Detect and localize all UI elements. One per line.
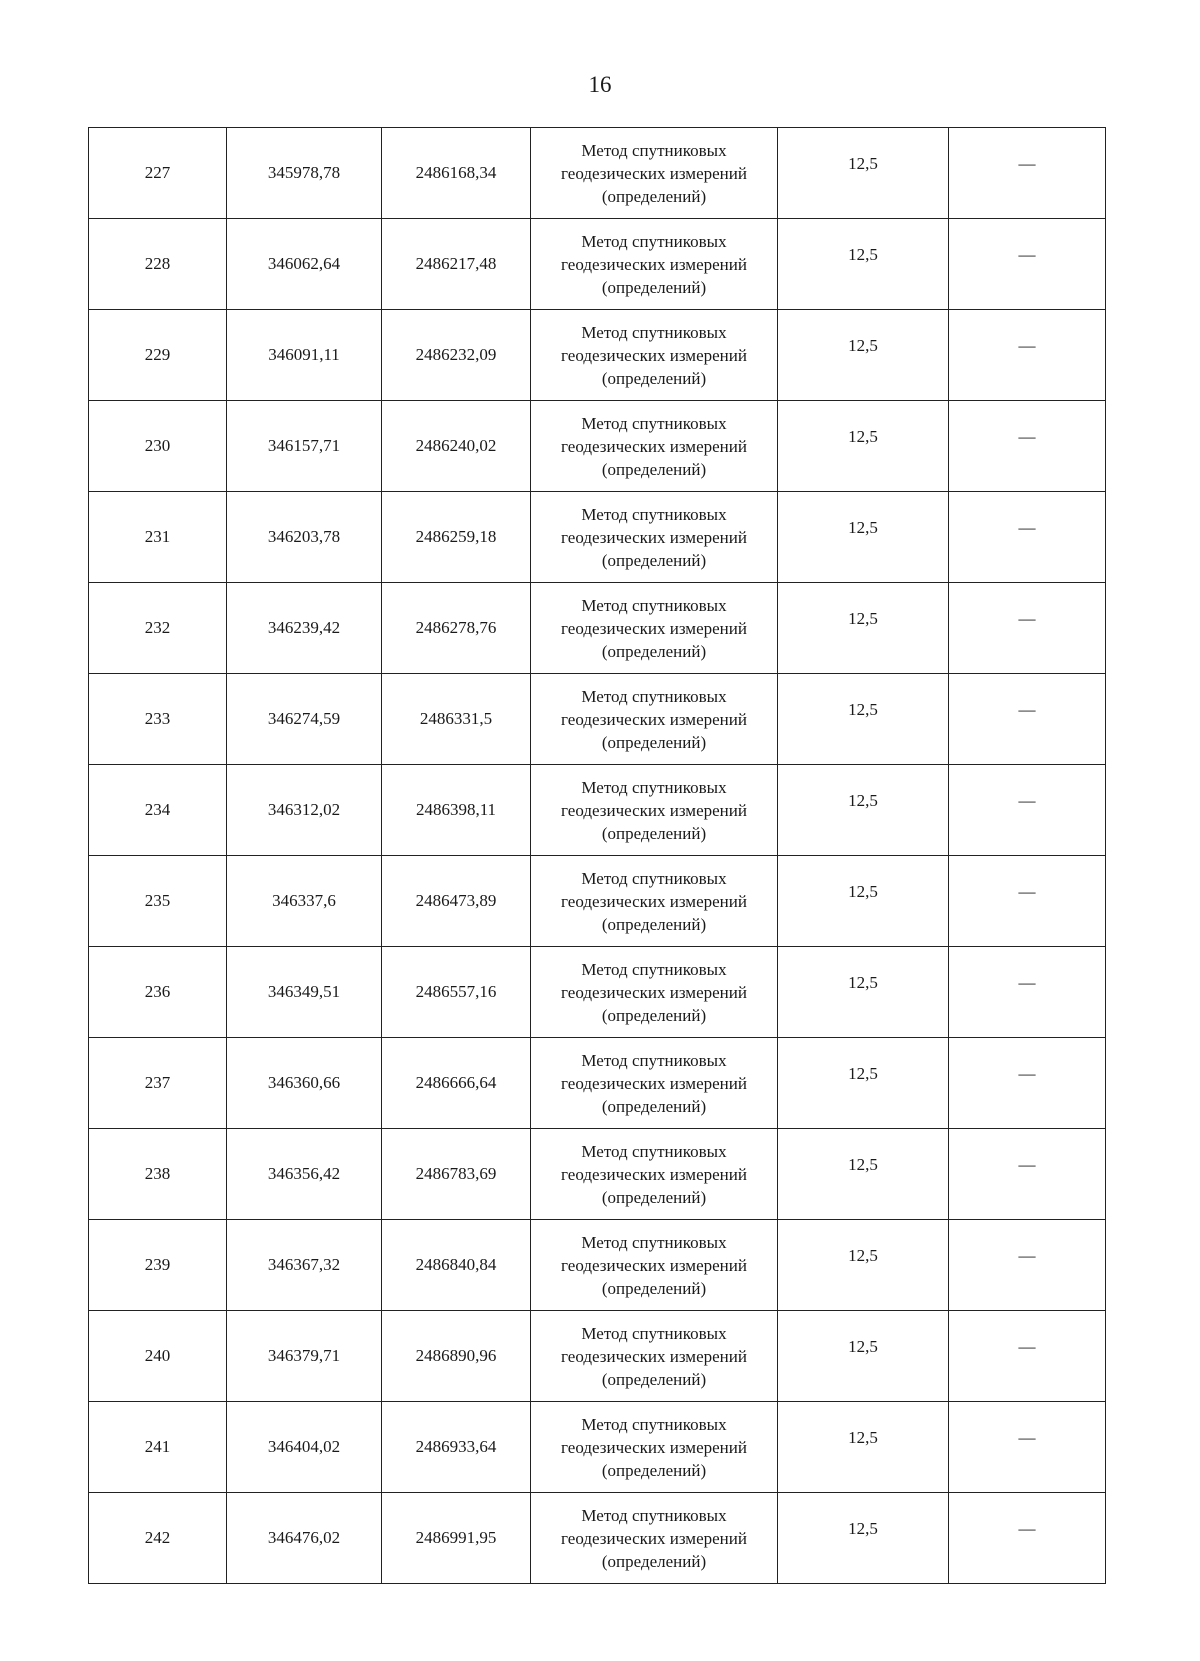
description-value: — xyxy=(1018,245,1036,264)
point-number-cell: 232 xyxy=(89,583,227,674)
method-line: геодезических измерений xyxy=(561,1073,747,1093)
accuracy-cell xyxy=(778,856,949,947)
point-number-cell: 242 xyxy=(89,1493,227,1584)
point-number-cell: 236 xyxy=(89,947,227,1038)
description-cell xyxy=(949,219,1106,310)
x-coordinate-cell: 346274,59 xyxy=(227,674,382,765)
method-line: Метод спутниковых xyxy=(581,1505,727,1525)
method-line: (определений) xyxy=(601,1278,707,1298)
method-cell xyxy=(531,674,778,765)
description-value: — xyxy=(1018,882,1036,901)
point-number-cell: 230 xyxy=(89,401,227,492)
method-cell xyxy=(531,128,778,219)
accuracy-value: 12,5 xyxy=(848,1519,878,1538)
y-coordinate-cell: 2486240,02 xyxy=(382,401,531,492)
method-line: (определений) xyxy=(601,823,707,843)
description-value: — xyxy=(1018,700,1036,719)
accuracy-cell xyxy=(778,1493,949,1584)
description-value: — xyxy=(1018,609,1036,628)
method-line: Метод спутниковых xyxy=(581,1050,727,1070)
accuracy-value: 12,5 xyxy=(848,336,878,355)
accuracy-value: 12,5 xyxy=(848,154,878,173)
method-cell xyxy=(531,583,778,674)
description-cell xyxy=(949,492,1106,583)
description-cell xyxy=(949,583,1106,674)
point-number-cell: 227 xyxy=(89,128,227,219)
method-cell xyxy=(531,1129,778,1220)
y-coordinate-cell: 2486259,18 xyxy=(382,492,531,583)
description-cell xyxy=(949,1220,1106,1311)
accuracy-value: 12,5 xyxy=(848,1337,878,1356)
x-coordinate-cell: 346360,66 xyxy=(227,1038,382,1129)
y-coordinate-cell: 2486168,34 xyxy=(382,128,531,219)
accuracy-cell xyxy=(778,1311,949,1402)
x-coordinate-cell: 346312,02 xyxy=(227,765,382,856)
accuracy-value: 12,5 xyxy=(848,1155,878,1174)
method-cell xyxy=(531,1038,778,1129)
x-coordinate-cell: 346157,71 xyxy=(227,401,382,492)
accuracy-value: 12,5 xyxy=(848,1428,878,1447)
description-value: — xyxy=(1018,1337,1036,1356)
method-line: (определений) xyxy=(601,1187,707,1207)
method-line: (определений) xyxy=(601,1005,707,1025)
method-line: Метод спутниковых xyxy=(581,868,727,888)
method-cell xyxy=(531,1493,778,1584)
method-line: (определений) xyxy=(601,1551,707,1571)
method-line: Метод спутниковых xyxy=(581,1323,727,1343)
accuracy-value: 12,5 xyxy=(848,245,878,264)
method-line: геодезических измерений xyxy=(561,436,747,456)
description-cell xyxy=(949,674,1106,765)
x-coordinate-cell: 346367,32 xyxy=(227,1220,382,1311)
description-cell xyxy=(949,310,1106,401)
table-row xyxy=(89,310,1106,401)
x-coordinate-cell: 346404,02 xyxy=(227,1402,382,1493)
point-number-cell: 237 xyxy=(89,1038,227,1129)
method-line: геодезических измерений xyxy=(561,1164,747,1184)
table-row xyxy=(89,947,1106,1038)
method-line: (определений) xyxy=(601,368,707,388)
method-line: геодезических измерений xyxy=(561,345,747,365)
description-cell xyxy=(949,1402,1106,1493)
description-cell xyxy=(949,765,1106,856)
method-line: Метод спутниковых xyxy=(581,413,727,433)
description-cell xyxy=(949,856,1106,947)
table-row xyxy=(89,583,1106,674)
method-cell xyxy=(531,765,778,856)
accuracy-cell xyxy=(778,1129,949,1220)
description-value: — xyxy=(1018,336,1036,355)
table-row xyxy=(89,219,1106,310)
accuracy-value: 12,5 xyxy=(848,518,878,537)
description-cell xyxy=(949,401,1106,492)
point-number-cell: 231 xyxy=(89,492,227,583)
point-number-cell: 235 xyxy=(89,856,227,947)
description-cell xyxy=(949,128,1106,219)
description-value: — xyxy=(1018,791,1036,810)
method-line: Метод спутниковых xyxy=(581,322,727,342)
table-row xyxy=(89,1129,1106,1220)
method-cell xyxy=(531,1220,778,1311)
method-line: геодезических измерений xyxy=(561,800,747,820)
accuracy-value: 12,5 xyxy=(848,1246,878,1265)
page-number: 16 xyxy=(588,72,612,97)
description-value: — xyxy=(1018,1155,1036,1174)
method-line: (определений) xyxy=(601,1460,707,1480)
accuracy-value: 12,5 xyxy=(848,427,878,446)
point-number-cell: 241 xyxy=(89,1402,227,1493)
method-line: (определений) xyxy=(601,914,707,934)
method-line: геодезических измерений xyxy=(561,1528,747,1548)
method-line: геодезических измерений xyxy=(561,709,747,729)
table-row xyxy=(89,1402,1106,1493)
method-cell xyxy=(531,401,778,492)
method-cell xyxy=(531,1311,778,1402)
method-line: Метод спутниковых xyxy=(581,595,727,615)
accuracy-cell xyxy=(778,1220,949,1311)
method-cell xyxy=(531,1402,778,1493)
method-line: геодезических измерений xyxy=(561,982,747,1002)
method-line: геодезических измерений xyxy=(561,527,747,547)
point-number-cell: 238 xyxy=(89,1129,227,1220)
point-number-cell: 234 xyxy=(89,765,227,856)
method-line: (определений) xyxy=(601,550,707,570)
point-number-cell: 228 xyxy=(89,219,227,310)
description-cell xyxy=(949,1311,1106,1402)
method-line: Метод спутниковых xyxy=(581,231,727,251)
x-coordinate-cell: 346356,42 xyxy=(227,1129,382,1220)
x-coordinate-cell: 346091,11 xyxy=(227,310,382,401)
coordinates-table xyxy=(88,127,1106,1584)
y-coordinate-cell: 2486991,95 xyxy=(382,1493,531,1584)
accuracy-value: 12,5 xyxy=(848,1064,878,1083)
table-row xyxy=(89,1220,1106,1311)
table-row xyxy=(89,674,1106,765)
accuracy-cell xyxy=(778,492,949,583)
coordinates-table-body xyxy=(89,128,1106,1584)
accuracy-value: 12,5 xyxy=(848,609,878,628)
description-cell xyxy=(949,1038,1106,1129)
table-row xyxy=(89,1493,1106,1584)
accuracy-value: 12,5 xyxy=(848,791,878,810)
method-line: геодезических измерений xyxy=(561,1255,747,1275)
accuracy-cell xyxy=(778,674,949,765)
y-coordinate-cell: 2486557,16 xyxy=(382,947,531,1038)
method-line: геодезических измерений xyxy=(561,891,747,911)
method-line: (определений) xyxy=(601,1369,707,1389)
table-row xyxy=(89,128,1106,219)
description-cell xyxy=(949,1493,1106,1584)
method-line: Метод спутниковых xyxy=(581,686,727,706)
y-coordinate-cell: 2486278,76 xyxy=(382,583,531,674)
method-line: (определений) xyxy=(601,641,707,661)
x-coordinate-cell: 346062,64 xyxy=(227,219,382,310)
description-value: — xyxy=(1018,1428,1036,1447)
method-cell xyxy=(531,947,778,1038)
x-coordinate-cell: 346337,6 xyxy=(227,856,382,947)
method-cell xyxy=(531,310,778,401)
accuracy-cell xyxy=(778,128,949,219)
accuracy-cell xyxy=(778,219,949,310)
method-line: геодезических измерений xyxy=(561,254,747,274)
y-coordinate-cell: 2486473,89 xyxy=(382,856,531,947)
method-line: Метод спутниковых xyxy=(581,1232,727,1252)
method-line: Метод спутниковых xyxy=(581,504,727,524)
table-row xyxy=(89,856,1106,947)
point-number-cell: 240 xyxy=(89,1311,227,1402)
x-coordinate-cell: 346476,02 xyxy=(227,1493,382,1584)
description-value: — xyxy=(1018,518,1036,537)
method-cell xyxy=(531,492,778,583)
y-coordinate-cell: 2486232,09 xyxy=(382,310,531,401)
y-coordinate-cell: 2486666,64 xyxy=(382,1038,531,1129)
table-row xyxy=(89,765,1106,856)
method-line: (определений) xyxy=(601,186,707,206)
method-line: (определений) xyxy=(601,732,707,752)
x-coordinate-cell: 346239,42 xyxy=(227,583,382,674)
method-line: (определений) xyxy=(601,1096,707,1116)
method-cell xyxy=(531,219,778,310)
description-value: — xyxy=(1018,1064,1036,1083)
accuracy-value: 12,5 xyxy=(848,882,878,901)
y-coordinate-cell: 2486890,96 xyxy=(382,1311,531,1402)
point-number-cell: 239 xyxy=(89,1220,227,1311)
method-line: геодезических измерений xyxy=(561,163,747,183)
method-line: (определений) xyxy=(601,459,707,479)
y-coordinate-cell: 2486840,84 xyxy=(382,1220,531,1311)
accuracy-cell xyxy=(778,1402,949,1493)
y-coordinate-cell: 2486331,5 xyxy=(382,674,531,765)
accuracy-value: 12,5 xyxy=(848,973,878,992)
method-line: Метод спутниковых xyxy=(581,777,727,797)
description-cell xyxy=(949,947,1106,1038)
x-coordinate-cell: 345978,78 xyxy=(227,128,382,219)
method-line: Метод спутниковых xyxy=(581,1414,727,1434)
y-coordinate-cell: 2486217,48 xyxy=(382,219,531,310)
y-coordinate-cell: 2486783,69 xyxy=(382,1129,531,1220)
description-value: — xyxy=(1018,427,1036,446)
description-value: — xyxy=(1018,973,1036,992)
table-row xyxy=(89,1038,1106,1129)
method-cell xyxy=(531,856,778,947)
x-coordinate-cell: 346379,71 xyxy=(227,1311,382,1402)
method-line: геодезических измерений xyxy=(561,1437,747,1457)
description-value: — xyxy=(1018,154,1036,173)
table-row xyxy=(89,401,1106,492)
accuracy-cell xyxy=(778,583,949,674)
point-number-cell: 229 xyxy=(89,310,227,401)
accuracy-cell xyxy=(778,765,949,856)
accuracy-cell xyxy=(778,401,949,492)
method-line: (определений) xyxy=(601,277,707,297)
accuracy-cell xyxy=(778,1038,949,1129)
x-coordinate-cell: 346349,51 xyxy=(227,947,382,1038)
point-number-cell: 233 xyxy=(89,674,227,765)
method-line: Метод спутниковых xyxy=(581,959,727,979)
table-row xyxy=(89,1311,1106,1402)
method-line: геодезических измерений xyxy=(561,1346,747,1366)
accuracy-cell xyxy=(778,310,949,401)
description-cell xyxy=(949,1129,1106,1220)
x-coordinate-cell: 346203,78 xyxy=(227,492,382,583)
accuracy-value: 12,5 xyxy=(848,700,878,719)
y-coordinate-cell: 2486933,64 xyxy=(382,1402,531,1493)
table-row xyxy=(89,492,1106,583)
y-coordinate-cell: 2486398,11 xyxy=(382,765,531,856)
method-line: геодезических измерений xyxy=(561,618,747,638)
method-line: Метод спутниковых xyxy=(581,1141,727,1161)
description-value: — xyxy=(1018,1519,1036,1538)
accuracy-cell xyxy=(778,947,949,1038)
description-value: — xyxy=(1018,1246,1036,1265)
method-line: Метод спутниковых xyxy=(581,140,727,160)
